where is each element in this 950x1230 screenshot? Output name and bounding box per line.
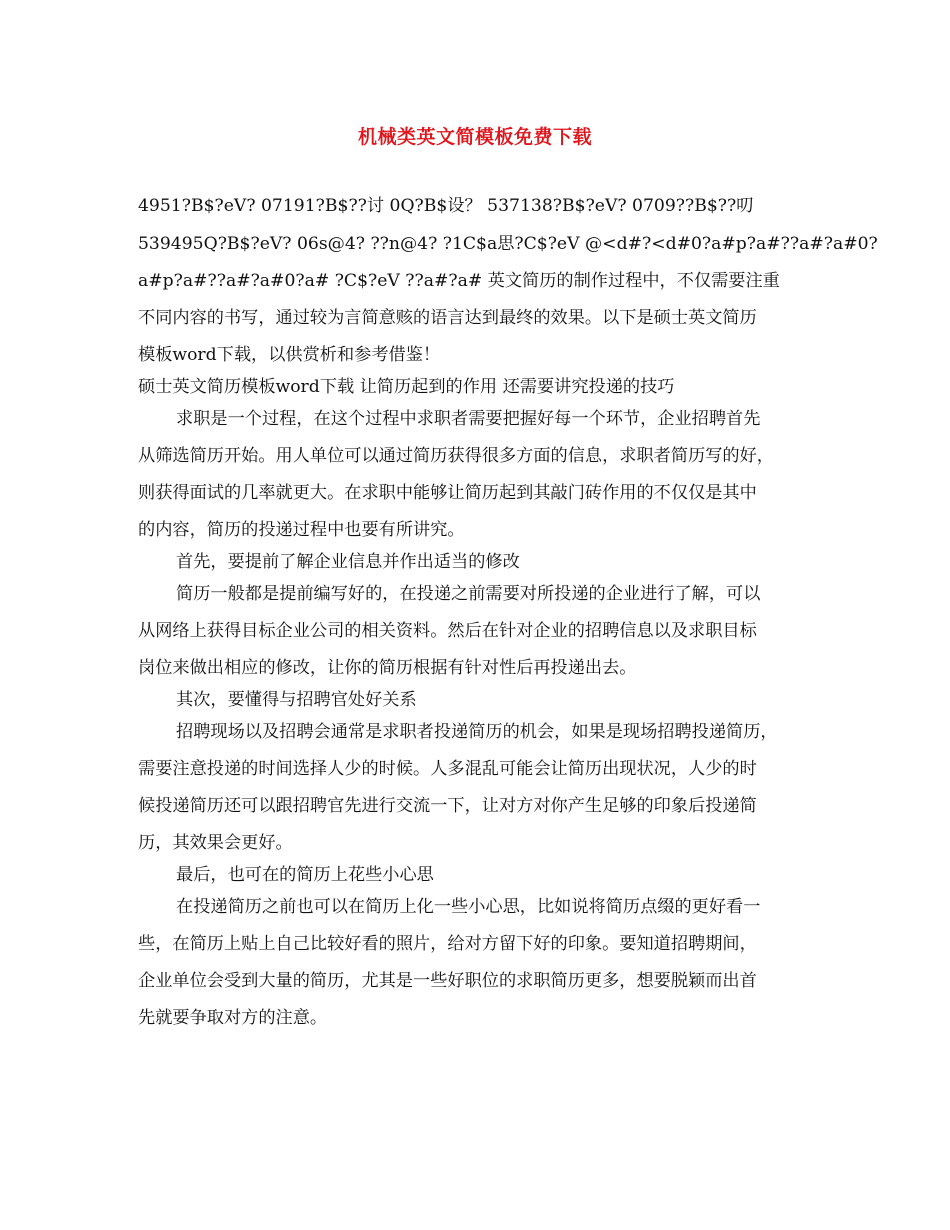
- paragraph-1-line-2: 从筛选简历开始。用人单位可以通过简历获得很多方面的信息，求职者简历写的好，: [138, 446, 774, 466]
- paragraph-2-line-1: 简历一般都是提前编写好的，在投递之前需要对所投递的企业进行了解，可以: [176, 584, 761, 604]
- paragraph-3-line-1: 招聘现场以及招聘会通常是求职者投递简历的机会，如果是现场招聘投递简历，: [176, 722, 778, 742]
- paragraph-3-line-4: 历，其效果会更好。: [138, 833, 293, 853]
- subheading-1: 首先，要提前了解企业信息并作出适当的修改: [176, 552, 520, 572]
- text-line-intro-2: 不同内容的书写，通过较为言简意赅的语言达到最终的效果。以下是硕士英文简历: [138, 308, 757, 328]
- paragraph-3-line-3: 候投递简历还可以跟招聘官先进行交流一下，让对方对你产生足够的印象后投递简: [138, 796, 757, 816]
- subheading-3: 最后，也可在的简历上花些小心思: [176, 865, 434, 885]
- paragraph-4-line-4: 先就要争取对方的注意。: [138, 1008, 328, 1028]
- text-line-garbled-2: 539495Q?B$?eV? 06s@4? ??n@4? ?1C$a思?C$?eV @<d#?<d#0?a#p?a#??a#?a#0?: [138, 234, 878, 254]
- paragraph-4-line-2: 些，在简历上贴上自己比较好看的照片，给对方留下好的印象。要知道招聘期间，: [138, 934, 757, 954]
- paragraph-4-line-1: 在投递简历之前也可以在简历上化一些小心思，比如说将简历点缀的更好看一: [176, 897, 761, 917]
- paragraph-2-line-3: 岗位来做出相应的修改，让你的简历根据有针对性后再投递出去。: [138, 658, 637, 678]
- subheading-2: 其次，要懂得与招聘官处好关系: [176, 690, 417, 710]
- paragraph-3-line-2: 需要注意投递的时间选择人少的时候。人多混乱可能会让简历出现状况，人少的时: [138, 759, 757, 779]
- paragraph-1-line-4: 的内容，简历的投递过程中也要有所讲究。: [138, 520, 465, 540]
- text-line-intro-1: a#p?a#??a#?a#0?a# ?C$?eV ??a#?a# 英文简历的制作过程中，不仅需要注重: [138, 271, 780, 291]
- section-heading: 硕士英文简历模板word下载 让简历起到的作用 还需要讲究投递的技巧: [138, 377, 675, 397]
- text-line-intro-3: 模板word下载，以供赏析和参考借鉴！: [138, 345, 441, 365]
- paragraph-4-line-3: 企业单位会受到大量的简历，尤其是一些好职位的求职简历更多，想要脱颖而出首: [138, 971, 757, 991]
- paragraph-2-line-2: 从网络上获得目标企业公司的相关资料。然后在针对企业的招聘信息以及求职目标: [138, 621, 757, 641]
- paragraph-1-line-1: 求职是一个过程，在这个过程中求职者需要把握好每一个环节，企业招聘首先: [176, 409, 761, 429]
- text-line-garbled-1: 4951?B$?eV? 07191?B$??讨 0Q?B$设？ 537138?B$?eV? 0709??B$??叨: [138, 196, 754, 216]
- paragraph-1-line-3: 则获得面试的几率就更大。在求职中能够让简历起到其敲门砖作用的不仅仅是其中: [138, 483, 757, 503]
- document-title: 机械类英文简模板免费下载: [357, 126, 592, 148]
